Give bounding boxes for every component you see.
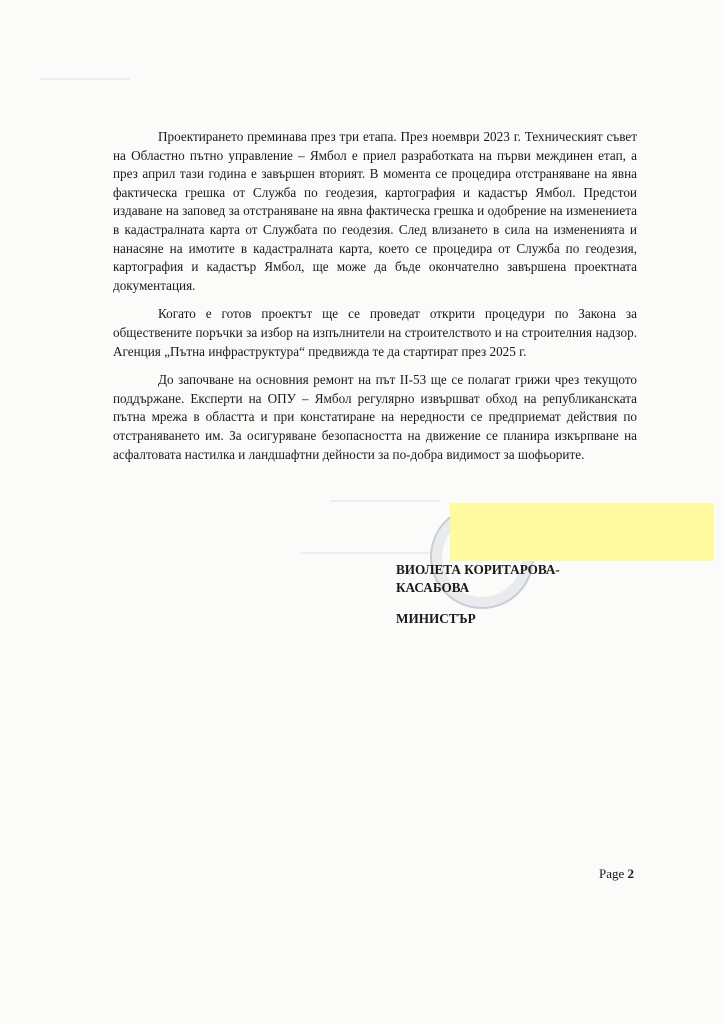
signatory-name-line2: КАСАБОВА xyxy=(396,580,470,595)
paragraph: Проектирането преминава през три етапа. През ноември 2023 г. Техническият съвет на Областно пътно управление – Ямбол е приел разработката на първи междинен етап, а през април тази година е завършен вторият. В момента се процедира отстраняване на явна фактическа грешка от Служба по геодезия, картография и кадастър Ямбол. Предстои издаване на заповед за отстраняване на явна фактическа грешка и одобрение на изменениeта в кадастралната карта от Службата по геодезия. След влизането в сила на измененията и нанасяне на имотите в кадастралната карта, което се процедира от Служба по геодезия, картография и кадастър Ямбол, ще може да бъде окончателно завършена проектната документация. xyxy=(113,129,637,293)
bleed-through-mark xyxy=(40,78,130,80)
paragraph: До започване на основния ремонт на път II-53 ще се полагат грижи чрез текущото поддържане. Експерти на ОПУ – Ямбол регулярно извършват обход на републиканската пътна мрежа в областта и при констатиране на нередности се предприемат действия по отстраняването им. За осигуряване безопасността на движение се планира изкърпване на асфалтовата настилка и ландшафтни дейности за по-добра видимост за шофьорите. xyxy=(113,372,637,462)
signature-block xyxy=(396,561,560,628)
bleed-through-mark xyxy=(300,552,430,554)
signatory-title: МИНИСТЪР xyxy=(396,611,476,626)
signatory-name-line1: ВИОЛЕТА КОРИТАРОВА- xyxy=(396,562,560,577)
redaction-highlight xyxy=(450,503,714,561)
letter-body xyxy=(113,128,637,464)
page-number-value: 2 xyxy=(627,866,635,881)
page-number xyxy=(599,866,634,882)
bleed-through-mark xyxy=(330,500,440,502)
page-label: Page xyxy=(599,866,625,881)
paragraph: Когато е готов проектът ще се проведат открити процедури по Закона за обществените поръчки за избор на изпълнители на строителството и на строителния надзор. Агенция „Пътна инфраструктура“ предвижда те да стартират през 2025 г. xyxy=(113,306,637,359)
